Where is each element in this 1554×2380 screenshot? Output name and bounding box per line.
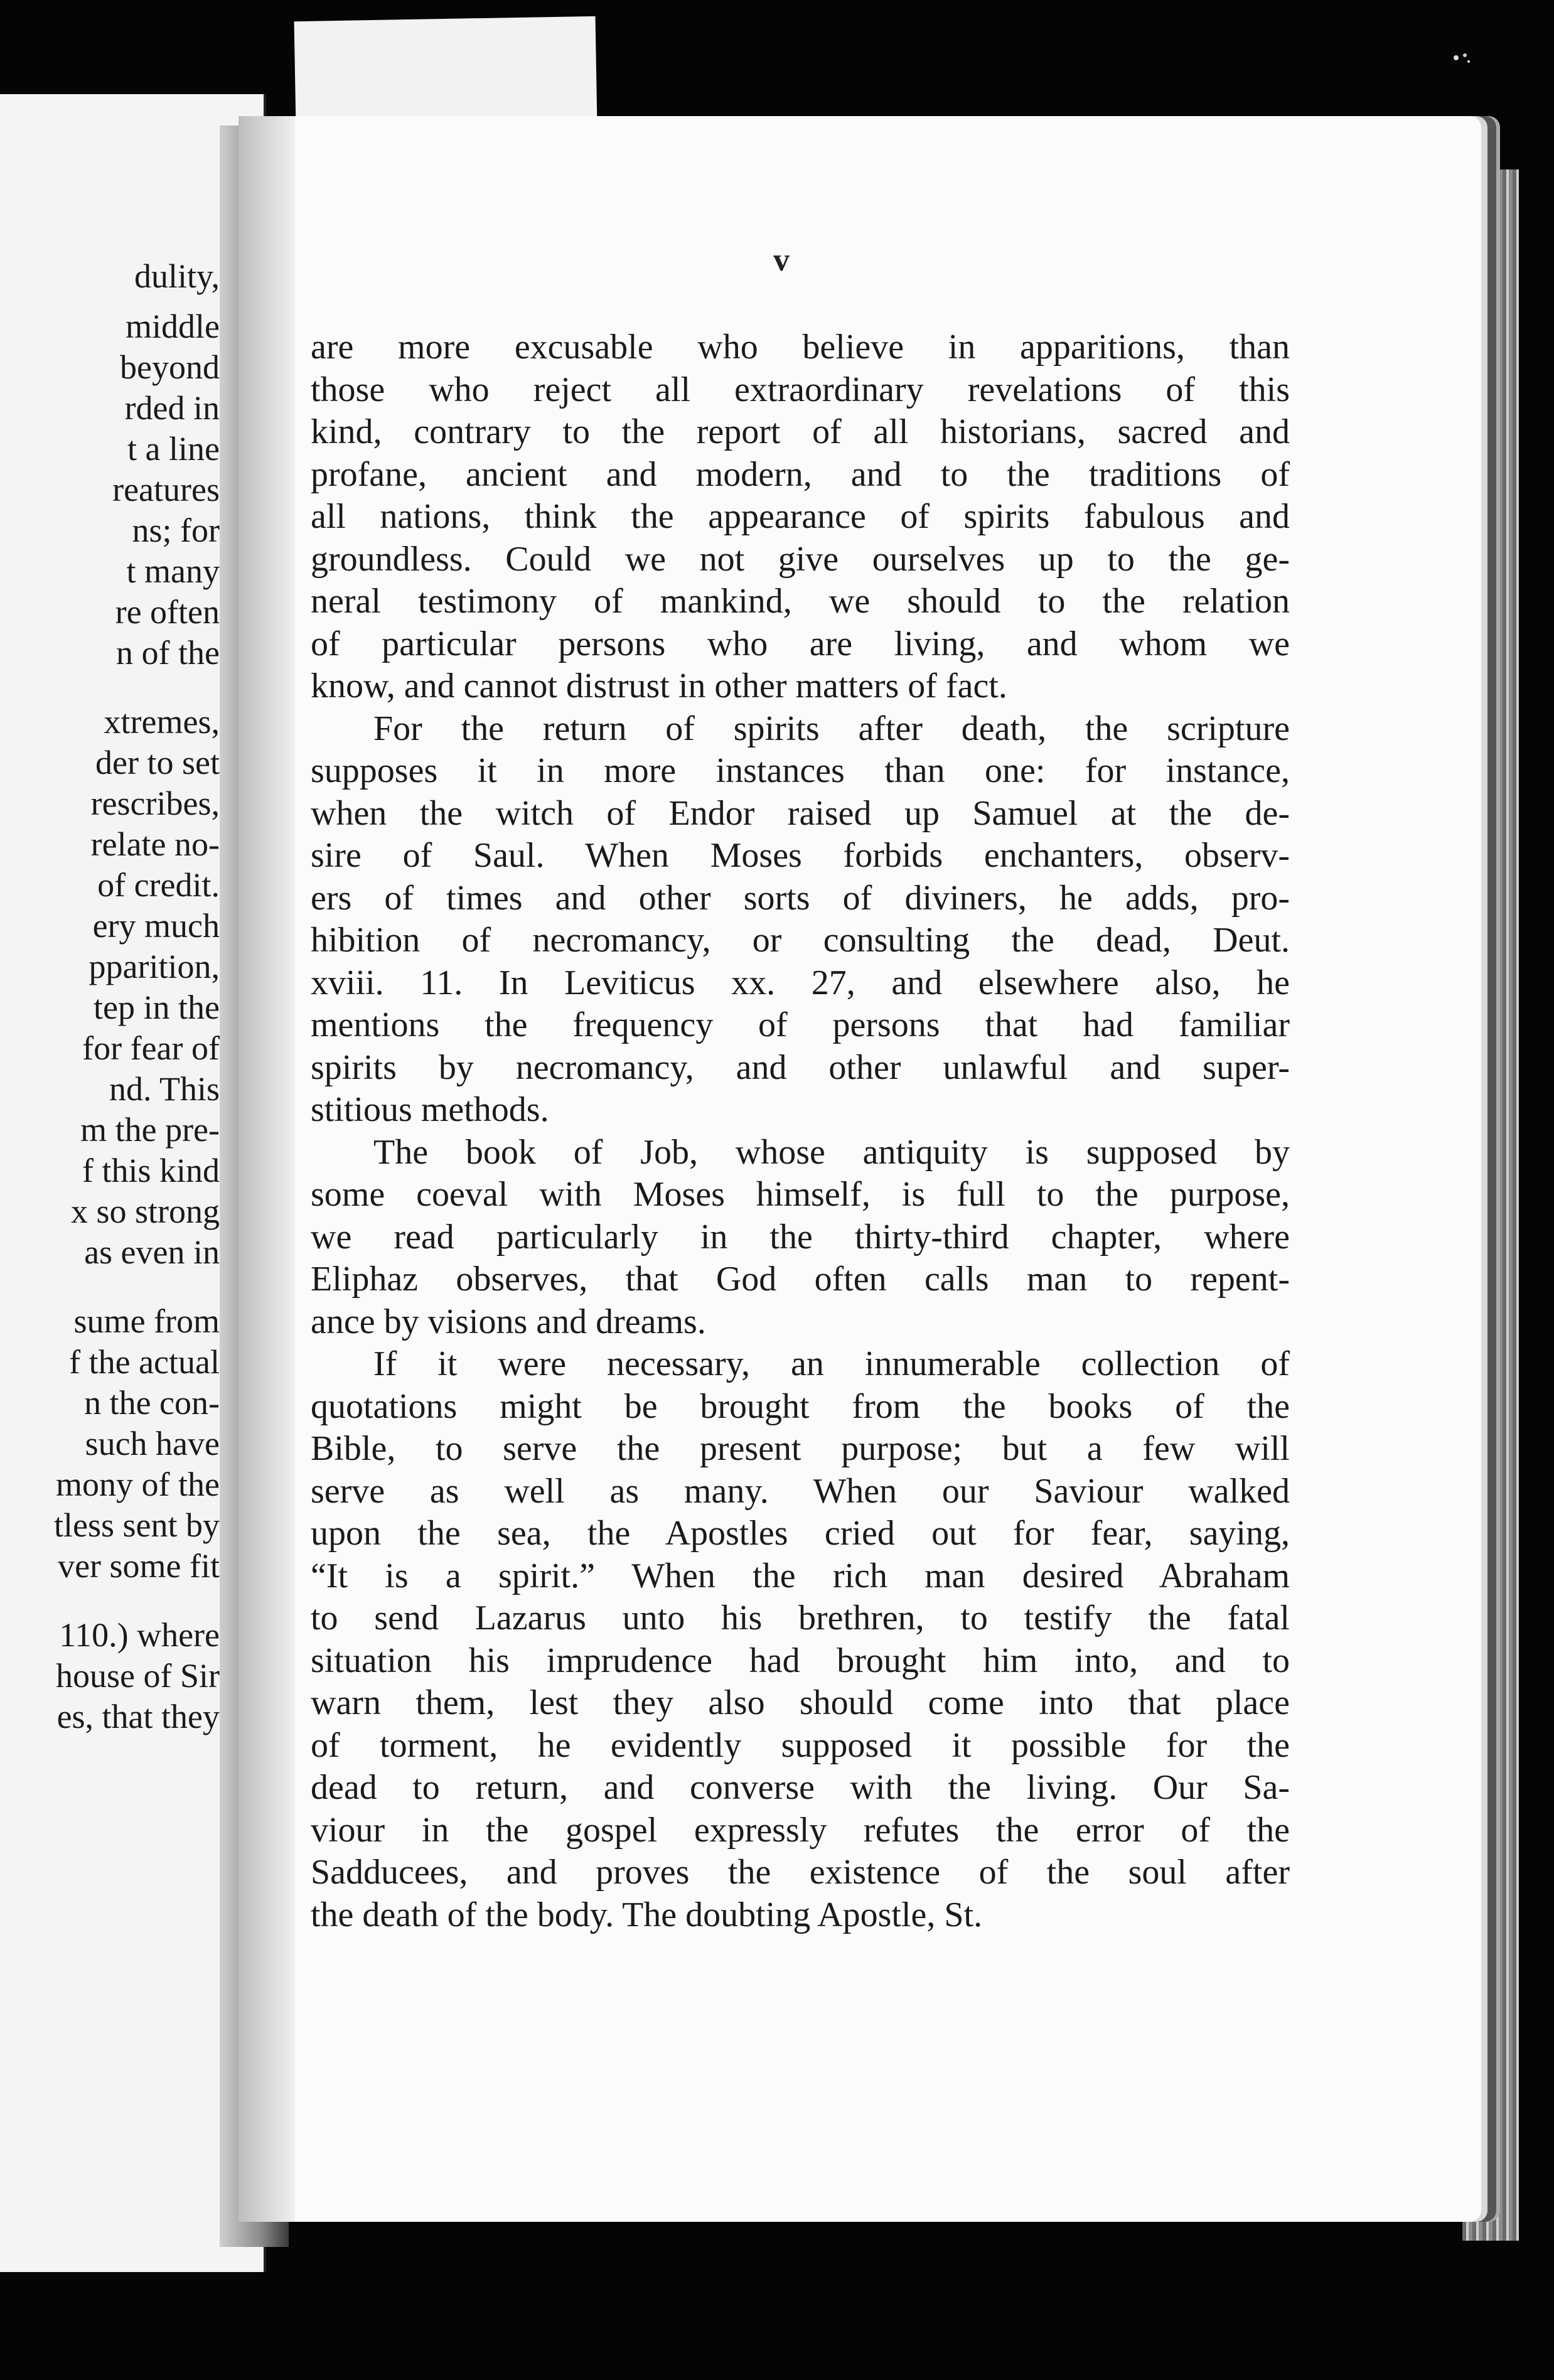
left-page-fragment: for fear of bbox=[82, 1029, 220, 1067]
paragraph bbox=[311, 326, 1290, 708]
text-line: we read particularly in the thirty-third chapter, where bbox=[311, 1217, 1290, 1257]
text-line: dead to return, and converse with the living. Our Sa- bbox=[311, 1768, 1290, 1807]
paragraph bbox=[311, 1132, 1290, 1344]
text-line: hibition of necromancy, or consulting the dead, Deut. bbox=[311, 921, 1290, 960]
left-page-fragment: der to set bbox=[95, 744, 220, 781]
text-line: quotations might be brought from the books of the bbox=[311, 1386, 1290, 1426]
text-line: some coeval with Moses himself, is full to the purpose, bbox=[311, 1175, 1290, 1214]
text-line: warn them, lest they also should come into that place bbox=[311, 1683, 1290, 1722]
text-line: stitious methods. bbox=[311, 1090, 549, 1129]
text-line: If it were necessary, an innumerable collection of bbox=[373, 1344, 1290, 1383]
page-body-text bbox=[311, 326, 1290, 1936]
text-line: Bible, to serve the present purpose; but a few will bbox=[311, 1429, 1290, 1468]
left-page-fragment: t a line bbox=[127, 430, 220, 468]
text-line: ers of times and other sorts of diviners, he adds, pro- bbox=[311, 878, 1290, 918]
left-page-fragment: f this kind bbox=[82, 1152, 220, 1189]
text-line: kind, contrary to the report of all historians, sacred and bbox=[311, 412, 1290, 451]
left-page-fragment: nd. This bbox=[109, 1070, 220, 1108]
text-line: viour in the gospel expressly refutes the error of the bbox=[311, 1810, 1290, 1850]
text-line: The book of Job, whose antiquity is supposed by bbox=[373, 1132, 1290, 1172]
left-page-fragment: house of Sir bbox=[56, 1657, 220, 1695]
text-line: Sadducees, and proves the existence of the soul after bbox=[311, 1853, 1290, 1892]
text-line: when the witch of Endor raised up Samuel at the de- bbox=[311, 793, 1290, 833]
page-inner-shadow bbox=[238, 116, 295, 2222]
text-line: xviii. 11. In Leviticus xx. 27, and elsewhere also, he bbox=[311, 963, 1290, 1002]
left-page-fragment: es, that they bbox=[56, 1698, 220, 1735]
left-page-fragment: sume from bbox=[73, 1302, 220, 1340]
left-page-fragment: rescribes, bbox=[90, 785, 220, 822]
text-line: those who reject all extraordinary revelations of this bbox=[311, 370, 1290, 409]
left-page-fragment: re often bbox=[115, 593, 220, 631]
left-page-fragment: relate no- bbox=[90, 825, 220, 863]
text-line: “It is a spirit.” When the rich man desired Abraham bbox=[311, 1556, 1290, 1595]
text-line: supposes it in more instances than one: for instance, bbox=[311, 751, 1290, 790]
left-page-fragment: 110.) where bbox=[59, 1616, 220, 1654]
text-line: to send Lazarus unto his brethren, to testify the fatal bbox=[311, 1599, 1290, 1638]
text-line: profane, ancient and modern, and to the traditions of bbox=[311, 454, 1290, 494]
left-page-fragment: t many bbox=[126, 552, 220, 590]
text-line: of particular persons who are living, and whom we bbox=[311, 624, 1290, 663]
left-page-fragment: mony of the bbox=[56, 1466, 220, 1503]
text-line: upon the sea, the Apostles cried out for fear, saying, bbox=[311, 1514, 1290, 1553]
paragraph bbox=[311, 1343, 1290, 1936]
left-page-fragment: tless sent by bbox=[54, 1506, 220, 1544]
text-line: Eliphaz observes, that God often calls man to repent- bbox=[311, 1260, 1290, 1299]
left-page-fragment: n of the bbox=[116, 634, 220, 672]
dust-specks bbox=[1450, 50, 1487, 69]
left-page-fragment: dulity, bbox=[134, 257, 220, 295]
text-line: groundless. Could we not give ourselves up to the ge- bbox=[311, 539, 1290, 579]
text-line: situation his imprudence had brought him into, and to bbox=[311, 1641, 1290, 1680]
text-line: are more excusable who believe in apparitions, than bbox=[311, 328, 1290, 367]
text-line: spirits by necromancy, and other unlawful and super- bbox=[311, 1048, 1290, 1087]
text-line: For the return of spirits after death, the scripture bbox=[373, 709, 1290, 748]
text-line: all nations, think the appearance of spirits fabulous and bbox=[311, 497, 1290, 536]
paper-slip bbox=[294, 16, 597, 128]
left-page-fragment: middle bbox=[126, 308, 220, 345]
left-page-fragment: n the con- bbox=[84, 1384, 220, 1422]
left-page-fragment: tep in the bbox=[94, 989, 220, 1026]
left-page-fragment: of credit. bbox=[97, 866, 220, 904]
paragraph bbox=[311, 708, 1290, 1132]
left-page-fragment: ery much bbox=[92, 907, 220, 945]
left-page-fragment: xtremes, bbox=[104, 703, 220, 741]
text-line: know, and cannot distrust in other matters of fact. bbox=[311, 667, 1007, 705]
text-line: serve as well as many. When our Saviour walked bbox=[311, 1471, 1290, 1511]
left-page-fragment: pparition, bbox=[88, 948, 220, 985]
left-page-fragment: as even in bbox=[84, 1233, 220, 1271]
left-page-fragment: reatures bbox=[112, 471, 220, 508]
text-line: sire of Saul. When Moses forbids enchanters, observ- bbox=[311, 836, 1290, 875]
page-number: v bbox=[773, 242, 790, 278]
left-page-fragment: such have bbox=[85, 1425, 220, 1462]
text-line: the death of the body. The doubting Apostle, St. bbox=[311, 1895, 983, 1934]
text-line: of torment, he evidently supposed it possible for the bbox=[311, 1725, 1290, 1765]
left-page-fragment: ns; for bbox=[132, 512, 220, 549]
text-line: neral testimony of mankind, we should to the relation bbox=[311, 582, 1290, 621]
left-page-fragment: x so strong bbox=[70, 1193, 220, 1230]
left-page-fragment: m the pre- bbox=[80, 1111, 220, 1149]
left-page-fragment: beyond bbox=[120, 348, 220, 386]
text-line: ance by visions and dreams. bbox=[311, 1302, 706, 1341]
left-page-fragment: rded in bbox=[124, 389, 220, 427]
left-page-fragment: f the actual bbox=[69, 1343, 220, 1381]
text-line: mentions the frequency of persons that had familiar bbox=[311, 1005, 1290, 1044]
left-page-fragment: ver some fit bbox=[58, 1547, 220, 1585]
